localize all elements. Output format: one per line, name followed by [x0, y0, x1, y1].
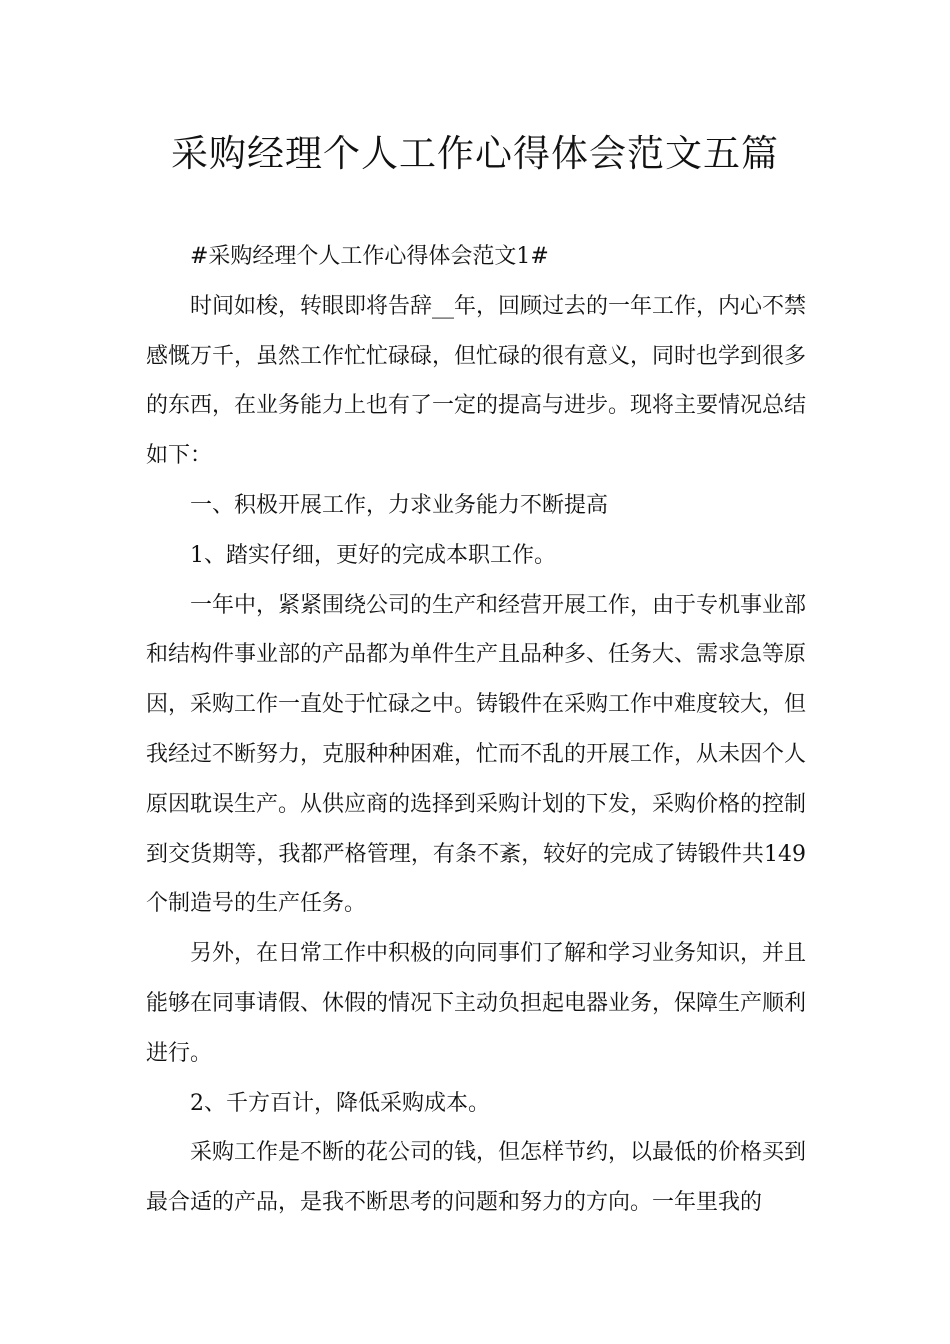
paragraph: 时间如梭，转眼即将告辞__年，回顾过去的一年工作，内心不禁感慨万千，虽然工作忙忙碌碌，但忙碌的很有意义，同时也学到很多的东西，在业务能力上也有了一定的提高与进步。现将主要情况总结如下：: [146, 293, 807, 469]
subheading: 1、踏实仔细，更好的完成本职工作。: [190, 542, 556, 568]
document-body: [146, 232, 806, 1228]
subheading: 2、千方百计，降低采购成本。: [190, 1090, 490, 1116]
subheading: 一、积极开展工作，力求业务能力不断提高: [190, 492, 609, 518]
section-heading: #采购经理个人工作心得体会范文1#: [190, 244, 549, 269]
document-title: 采购经理个人工作心得体会范文五篇: [171, 132, 779, 175]
paragraph: 一年中，紧紧围绕公司的生产和经营开展工作，由于专机事业部和结构件事业部的产品都为单件生产且品种多、任务大、需求急等原因，采购工作一直处于忙碌之中。铸锻件在采购工作中难度较大，但我经过不断努力，克服种种困难，忙而不乱的开展工作，从未因个人原因耽误生产。从供应商的选择到采购计划的下发，采购价格的控制到交货期等，我都严格管理，有条不紊，较好的完成了铸锻件共149个制造号的生产任务。: [146, 592, 807, 917]
paragraph: 采购工作是不断的花公司的钱，但怎样节约，以最低的价格买到最合适的产品，是我不断思考的问题和努力的方向。一年里我的: [146, 1140, 807, 1216]
paragraph: 另外，在日常工作中积极的向同事们了解和学习业务知识，并且能够在同事请假、休假的情况下主动负担起电器业务，保障生产顺利进行。: [146, 941, 807, 1066]
